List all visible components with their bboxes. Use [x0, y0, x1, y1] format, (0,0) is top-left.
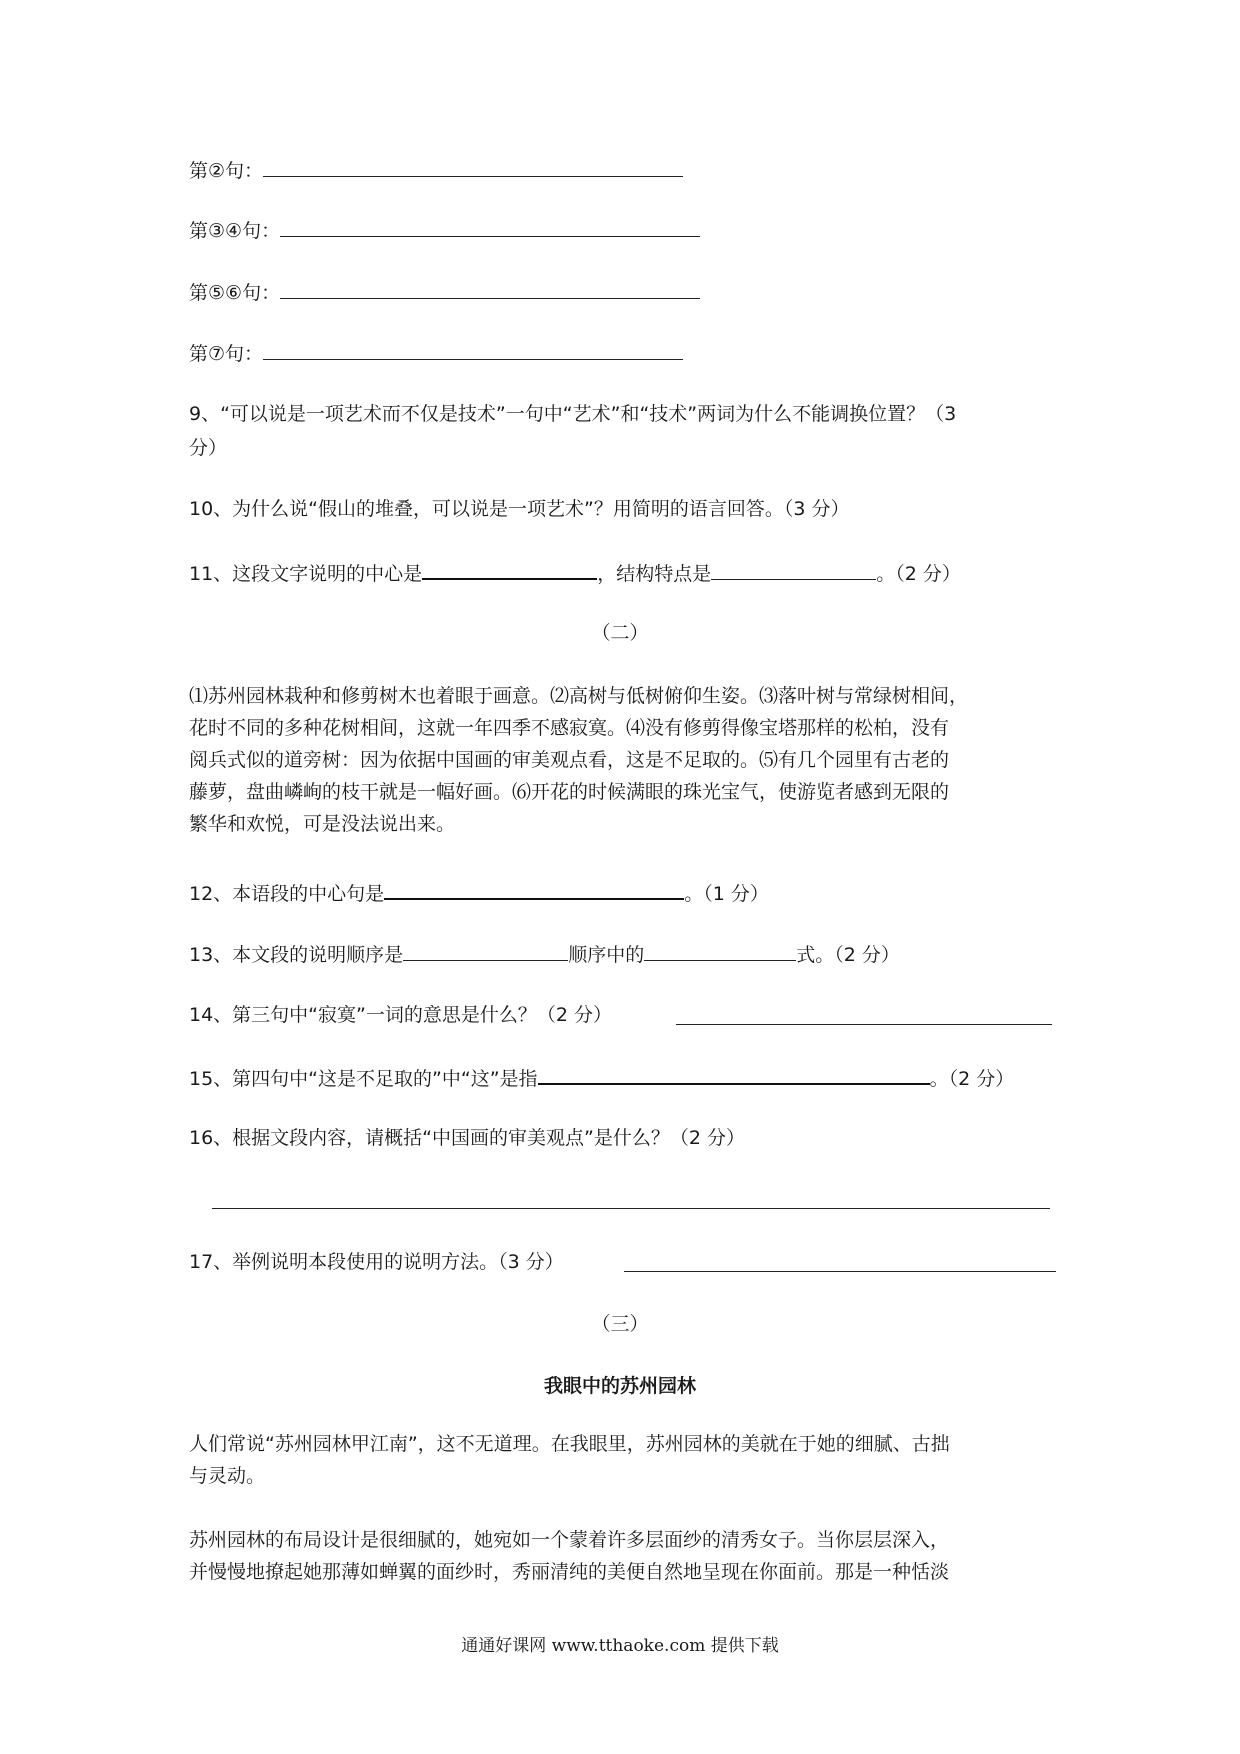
question-11-text: ，结构特点是	[597, 563, 712, 585]
answer-blank[interactable]	[263, 339, 683, 360]
answer-blank[interactable]	[422, 558, 597, 580]
answer-blank[interactable]	[711, 559, 876, 580]
question-11-text: 11、这段文字说明的中心是	[189, 563, 423, 585]
answer-blank[interactable]	[644, 940, 796, 961]
q8-row-2	[189, 156, 683, 184]
question-12-text: 12、本语段的中心句是	[189, 883, 385, 905]
section-two-heading: （二）	[591, 622, 649, 644]
answer-blank[interactable]	[384, 878, 684, 900]
question-13-text: 式。（2 分）	[796, 944, 900, 966]
answer-line[interactable]	[624, 1271, 1056, 1272]
passage-line: 花时不同的多种花树相间，这就一年四季不感寂寞。⑷没有修剪得像宝塔那样的松柏，没有	[189, 717, 950, 739]
passage-line: ⑴苏州园林栽种和修剪树木也着眼于画意。⑵高树与低树俯仰生姿。⑶落叶树与常绿树相间，	[189, 685, 969, 707]
q8-row-label: 第②句：	[189, 160, 264, 182]
article-paragraph-2	[189, 1524, 949, 1588]
question-17-text: 17、举例说明本段使用的说明方法。（3 分）	[189, 1251, 564, 1273]
question-15	[189, 1063, 1014, 1092]
question-15-text: 。（2 分）	[929, 1068, 1015, 1090]
q8-row-56	[189, 278, 700, 306]
section-three-heading: （三）	[591, 1313, 649, 1335]
q8-row-label: 第⑦句：	[189, 343, 264, 365]
passage-line: 阅兵式似的道旁树：因为依据中国画的审美观点看，这是不足取的。⑸有几个园里有古老的	[189, 749, 950, 771]
question-16: 16、根据文段内容，请概括“中国画的审美观点”是什么？（2 分）	[189, 1127, 745, 1149]
passage-line: 藤萝，盘曲嶙峋的枝干就是一幅好画。⑹开花的时候满眼的珠光宝气，使游览者感到无限的	[189, 781, 950, 803]
answer-line[interactable]	[676, 1024, 1052, 1025]
article-paragraph-1	[189, 1428, 950, 1492]
paragraph-line: 人们常说“苏州园林甲江南”，这不无道理。在我眼里，苏州园林的美就在于她的细腻、古拙	[189, 1433, 950, 1455]
question-13	[189, 940, 900, 968]
question-13-text: 顺序中的	[568, 944, 645, 966]
paragraph-line: 与灵动。	[189, 1465, 266, 1487]
question-9-line2: 分）	[189, 437, 228, 459]
q8-row-34	[189, 216, 700, 244]
question-11	[189, 558, 961, 587]
answer-blank[interactable]	[403, 940, 568, 961]
q8-row-7	[189, 339, 683, 367]
answer-line[interactable]	[212, 1208, 1050, 1209]
q8-row-label: 第⑤⑥句：	[189, 282, 281, 304]
question-10: 10、为什么说“假山的堆叠，可以说是一项艺术”？用简明的语言回答。（3 分）	[189, 498, 850, 520]
q8-row-label: 第③④句：	[189, 220, 281, 242]
question-17	[189, 1249, 564, 1275]
section-two-passage	[189, 680, 968, 840]
answer-blank[interactable]	[280, 216, 700, 237]
question-15-text: 15、第四句中“这是不足取的”中“这”是指	[189, 1068, 538, 1090]
page-footer: 通通好课网 www.tthaoke.com 提供下载	[461, 1636, 779, 1656]
passage-line: 繁华和欢悦，可是没法说出来。	[189, 813, 456, 835]
question-9-line1: 9、“可以说是一项艺术而不仅是技术”一句中“艺术”和“技术”两词为什么不能调换位置？（3	[189, 403, 957, 425]
question-14	[189, 1002, 612, 1028]
article-title: 我眼中的苏州园林	[543, 1375, 696, 1397]
question-12-text: 。（1 分）	[684, 883, 769, 905]
question-13-text: 13、本文段的说明顺序是	[189, 944, 404, 966]
paragraph-line: 苏州园林的布局设计是很细腻的，她宛如一个蒙着许多层面纱的清秀女子。当你层层深入，	[189, 1529, 950, 1551]
answer-blank[interactable]	[538, 1063, 930, 1085]
question-14-text: 14、第三句中“寂寞”一词的意思是什么？（2 分）	[189, 1004, 612, 1026]
answer-blank[interactable]	[263, 156, 683, 177]
paragraph-line: 并慢慢地撩起她那薄如蝉翼的面纱时，秀丽清纯的美便自然地呈现在你面前。那是一种恬淡	[189, 1561, 950, 1583]
question-11-text: 。（2 分）	[876, 563, 961, 585]
answer-blank[interactable]	[280, 278, 700, 299]
question-12	[189, 878, 769, 907]
